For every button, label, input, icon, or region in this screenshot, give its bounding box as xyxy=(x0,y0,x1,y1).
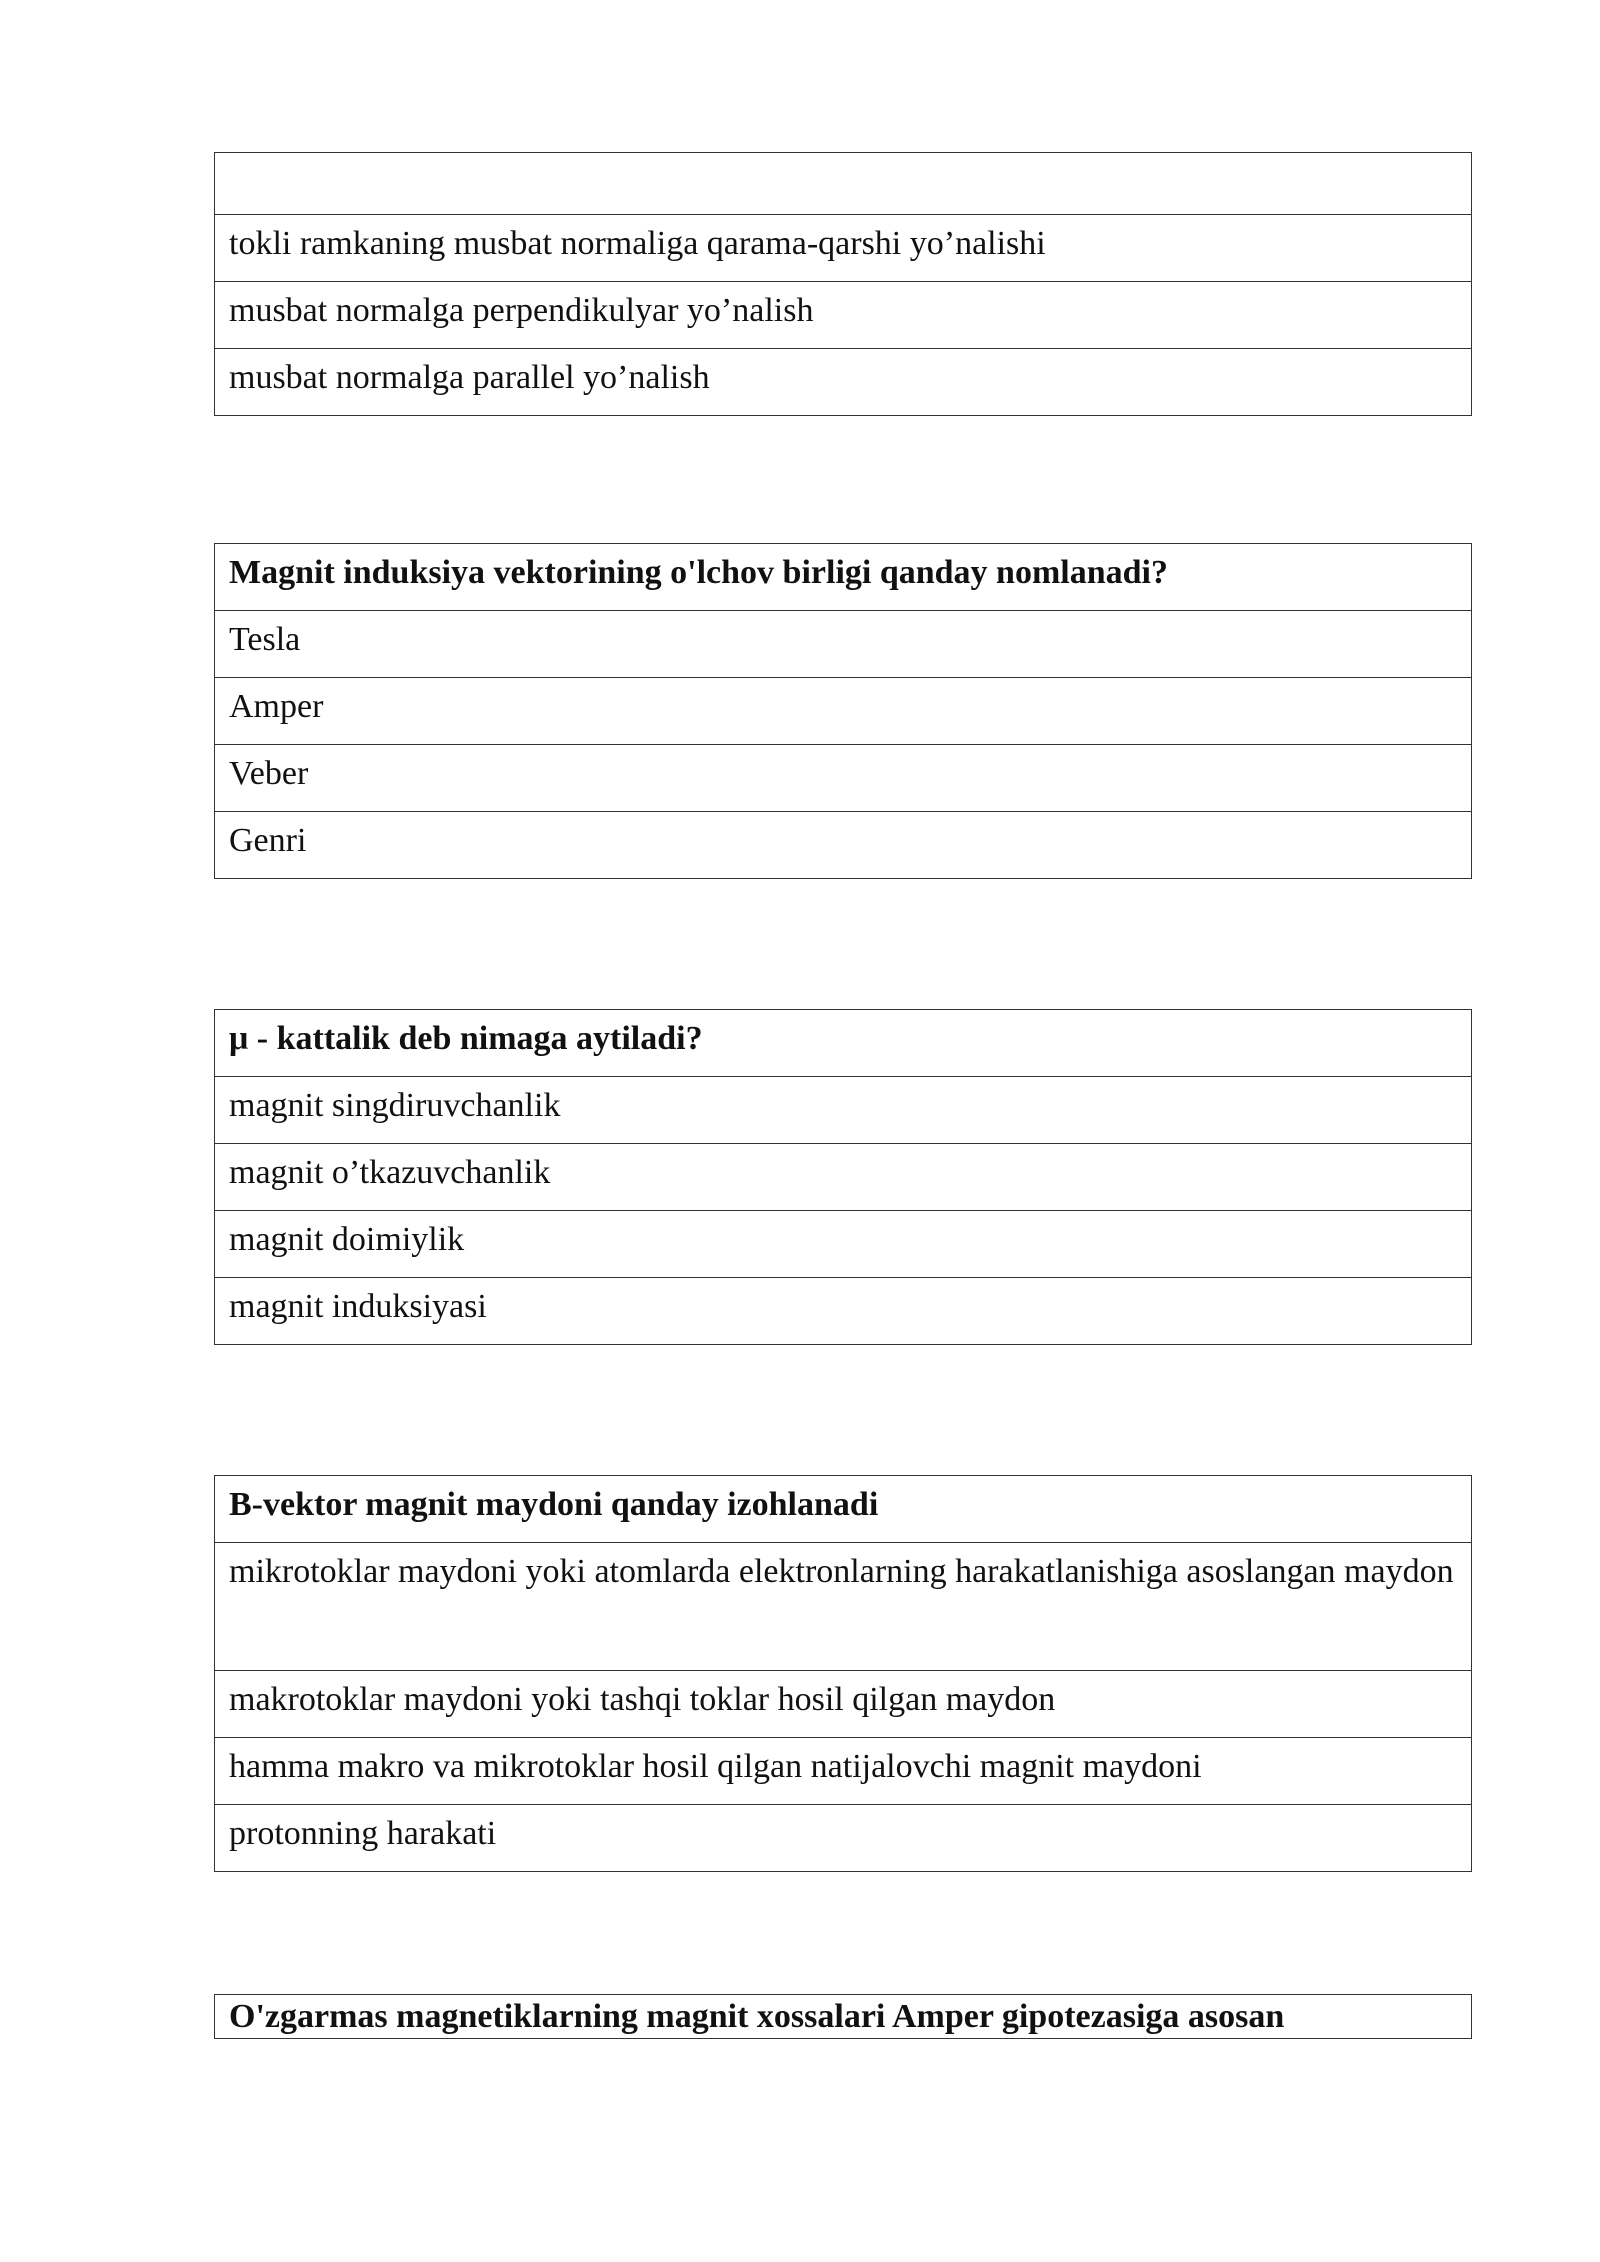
question-block-2 xyxy=(214,543,1472,879)
question-block-3 xyxy=(214,1009,1472,1345)
answer-option: makrotoklar maydoni yoki tashqi toklar hosil qilgan maydon xyxy=(215,1671,1472,1738)
answer-option: Amper xyxy=(215,678,1472,745)
question-block-1 xyxy=(214,152,1472,416)
answer-option: hamma makro va mikrotoklar hosil qilgan natijalovchi magnit maydoni xyxy=(215,1738,1472,1805)
answer-row xyxy=(215,215,1472,282)
answer-option: mikrotoklar maydoni yoki atomlarda elektronlarning harakatlanishiga asoslangan maydon xyxy=(215,1543,1472,1671)
answer-option: magnit o’tkazuvchanlik xyxy=(215,1144,1472,1211)
answer-option: magnit doimiylik xyxy=(215,1211,1472,1278)
answer-option: tokli ramkaning musbat normaliga qarama-qarshi yo’nalishi xyxy=(215,215,1472,282)
answer-row xyxy=(215,611,1472,678)
answer-row xyxy=(215,282,1472,349)
answer-option: musbat normalga perpendikulyar yo’nalish xyxy=(215,282,1472,349)
answer-row xyxy=(215,1543,1472,1671)
question-text: O'zgarmas magnetiklarning magnit xossalari Amper gipotezasiga asosan xyxy=(215,1995,1472,2039)
question-row xyxy=(215,1010,1472,1077)
question-text: Magnit induksiya vektorining o'lchov birligi qanday nomlanadi? xyxy=(215,544,1472,611)
question-text: μ - kattalik deb nimaga aytiladi? xyxy=(215,1010,1472,1077)
answer-row xyxy=(215,1805,1472,1872)
question-row xyxy=(215,544,1472,611)
answer-option: Veber xyxy=(215,745,1472,812)
answer-row xyxy=(215,1144,1472,1211)
answer-row xyxy=(215,1077,1472,1144)
question-text: B-vektor magnit maydoni qanday izohlanadi xyxy=(215,1476,1472,1543)
answer-row xyxy=(215,349,1472,416)
question-text xyxy=(215,153,1472,215)
answer-option: musbat normalga parallel yo’nalish xyxy=(215,349,1472,416)
question-row xyxy=(215,1476,1472,1543)
answer-row xyxy=(215,1671,1472,1738)
question-row xyxy=(215,1995,1472,2039)
answer-row xyxy=(215,678,1472,745)
question-block-5 xyxy=(214,1994,1472,2039)
answer-option: magnit singdiruvchanlik xyxy=(215,1077,1472,1144)
answer-row xyxy=(215,745,1472,812)
answer-row xyxy=(215,1738,1472,1805)
answer-row xyxy=(215,1278,1472,1345)
answer-option: Tesla xyxy=(215,611,1472,678)
question-row xyxy=(215,153,1472,215)
answer-option: Genri xyxy=(215,812,1472,879)
answer-row xyxy=(215,1211,1472,1278)
answer-option: magnit induksiyasi xyxy=(215,1278,1472,1345)
question-block-4 xyxy=(214,1475,1472,1872)
answer-row xyxy=(215,812,1472,879)
answer-option: protonning harakati xyxy=(215,1805,1472,1872)
